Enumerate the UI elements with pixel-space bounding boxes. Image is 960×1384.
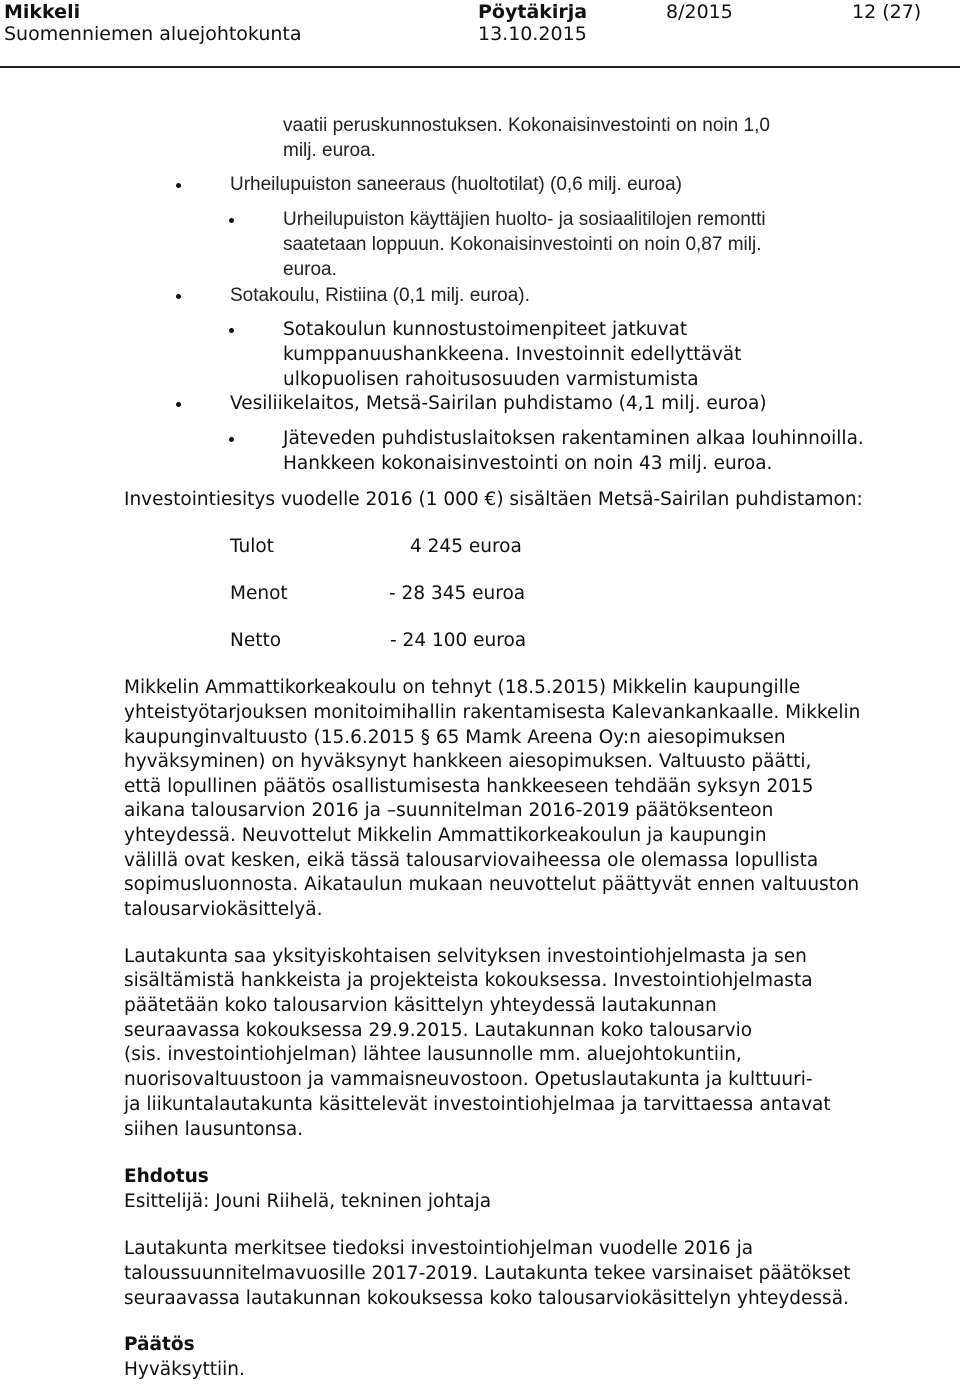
sotakoulu-detail-line-2: kumppanuushankkeena. Investoinnit edellyttävät	[283, 344, 742, 365]
sub-bullet-icon	[229, 328, 234, 333]
header-date: 13.10.2015	[478, 23, 587, 45]
proposal-text-line: Lautakunta merkitsee tiedoksi investointiohjelman vuodelle 2016 ja	[124, 1238, 754, 1259]
finance-label-income: Tulot	[230, 536, 274, 557]
sports-park-detail-line-2: saatetaan loppuun. Kokonaisinvestointi on noin 0,87 milj.	[283, 234, 762, 255]
header-org: Mikkeli	[4, 1, 81, 23]
paragraph-committee-line: (sis. investointiohjelman) lähtee lausunnolle mm. aluejohtokuntiin,	[124, 1044, 742, 1065]
sotakoulu-item: Sotakoulu, Ristiina (0,1 milj. euroa).	[230, 285, 530, 306]
paragraph-mamk-line: kaupunginvaltuusto (15.6.2015 § 65 Mamk Areena Oy:n aiesopimuksen	[124, 727, 786, 748]
sports-park-detail-line-1: Urheilupuiston käyttäjien huolto- ja sosiaalitilojen remontti	[283, 209, 766, 230]
header-divider	[0, 66, 960, 68]
paragraph-committee-line: nuorisovaltuustoon ja vammaisneuvostoon. Opetuslautakunta ja kulttuuri-	[124, 1069, 813, 1090]
water-utility-detail-line-1: Jäteveden puhdistuslaitoksen rakentaminen alkaa louhinnoilla.	[283, 428, 864, 449]
sub-bullet-icon	[229, 218, 234, 223]
sub-bullet-icon	[229, 437, 234, 442]
paragraph-mamk-line: Mikkelin Ammattikorkeakoulu on tehnyt (18.5.2015) Mikkelin kaupungille	[124, 677, 801, 698]
sotakoulu-detail-line-1: Sotakoulun kunnostustoimenpiteet jatkuvat	[283, 319, 688, 340]
header-number: 8/2015	[666, 1, 733, 23]
presenter-line: Esittelijä: Jouni Riihelä, tekninen johtaja	[124, 1191, 492, 1212]
finance-value-expenses: - 28 345 euroa	[389, 583, 526, 604]
paragraph-mamk-line: että lopullinen päätös osallistumisesta hankkeeseen tehdään syksyn 2015	[124, 776, 814, 797]
water-utility-detail-line-2: Hankkeen kokonaisinvestointi on noin 43 milj. euroa.	[283, 453, 773, 474]
renovation-continuation-line-2: milj. euroa.	[283, 140, 376, 161]
header-page: 12 (27)	[852, 1, 922, 23]
proposal-text-line: seuraavassa lautakunnan kokouksessa koko talousarviokäsittelyn yhteydessä.	[124, 1288, 849, 1309]
paragraph-committee-line: Lautakunta saa yksityiskohtaisen selvityksen investointiohjelmasta ja sen	[124, 946, 807, 967]
paragraph-committee-line: sisältämistä hankkeista ja projekteista kokouksessa. Investointiohjelmasta	[124, 970, 813, 991]
paragraph-mamk-line: hyväksyminen) on hyväksynyt hankkeen aiesopimuksen. Valtuusto päätti,	[124, 751, 812, 772]
bullet-icon	[176, 294, 181, 299]
finance-value-net: - 24 100 euroa	[390, 630, 527, 651]
bullet-icon	[176, 402, 181, 407]
proposal-heading: Ehdotus	[124, 1166, 209, 1187]
paragraph-mamk-line: aikana talousarvion 2016 ja –suunnitelman 2016-2019 päätöksenteon	[124, 800, 774, 821]
renovation-continuation-line-1: vaatii peruskunnostuksen. Kokonaisinvestointi on noin 1,0	[283, 115, 770, 136]
paragraph-mamk-line: sopimusluonnosta. Aikataulun mukaan neuvottelut päättyvät ennen valtuuston	[124, 874, 860, 895]
finance-label-net: Netto	[230, 630, 282, 651]
paragraph-mamk-line: yhteistyötarjouksen monitoimihallin rakentamisesta Kalevankankaalle. Mikkelin	[124, 702, 861, 723]
decision-text: Hyväksyttiin.	[124, 1359, 245, 1380]
paragraph-committee-line: siihen lausuntonsa.	[124, 1119, 304, 1140]
paragraph-committee-line: ja liikuntalautakunta käsittelevät investointiohjelmaa ja tarvittaessa antavat	[124, 1094, 831, 1115]
paragraph-mamk-line: yhteydessä. Neuvottelut Mikkelin Ammattikorkeakoulun ja kaupungin	[124, 825, 767, 846]
header-unit: Suomenniemen aluejohtokunta	[4, 23, 302, 45]
sports-park-detail-line-3: euroa.	[283, 259, 337, 280]
investment-proposal-intro: Investointiesitys vuodelle 2016 (1 000 €) sisältäen Metsä-Sairilan puhdistamon:	[124, 489, 863, 510]
paragraph-committee-line: päätetään koko talousarvion käsittelyn yhteydessä lautakunnan	[124, 995, 717, 1016]
sotakoulu-detail-line-3: ulkopuolisen rahoitusosuuden varmistumista	[283, 369, 699, 390]
finance-value-income: 4 245 euroa	[410, 536, 522, 557]
sports-park-item: Urheilupuiston saneeraus (huoltotilat) (0,6 milj. euroa)	[230, 174, 683, 195]
finance-label-expenses: Menot	[230, 583, 288, 604]
decision-heading: Päätös	[124, 1334, 195, 1355]
bullet-icon	[176, 183, 181, 188]
paragraph-committee-line: seuraavassa kokouksessa 29.9.2015. Lautakunnan koko talousarvio	[124, 1020, 753, 1041]
document-header	[0, 0, 960, 68]
header-doc-type: Pöytäkirja	[478, 1, 588, 23]
paragraph-mamk-line: välillä ovat kesken, eikä tässä talousarviovaiheessa ole olemassa lopullista	[124, 850, 819, 871]
paragraph-mamk-line: talousarviokäsittelyä.	[124, 899, 323, 920]
proposal-text-line: taloussuunnitelmavuosille 2017-2019. Lautakunta tekee varsinaiset päätökset	[124, 1263, 851, 1284]
water-utility-item: Vesiliikelaitos, Metsä-Sairilan puhdistamo (4,1 milj. euroa)	[230, 393, 767, 414]
